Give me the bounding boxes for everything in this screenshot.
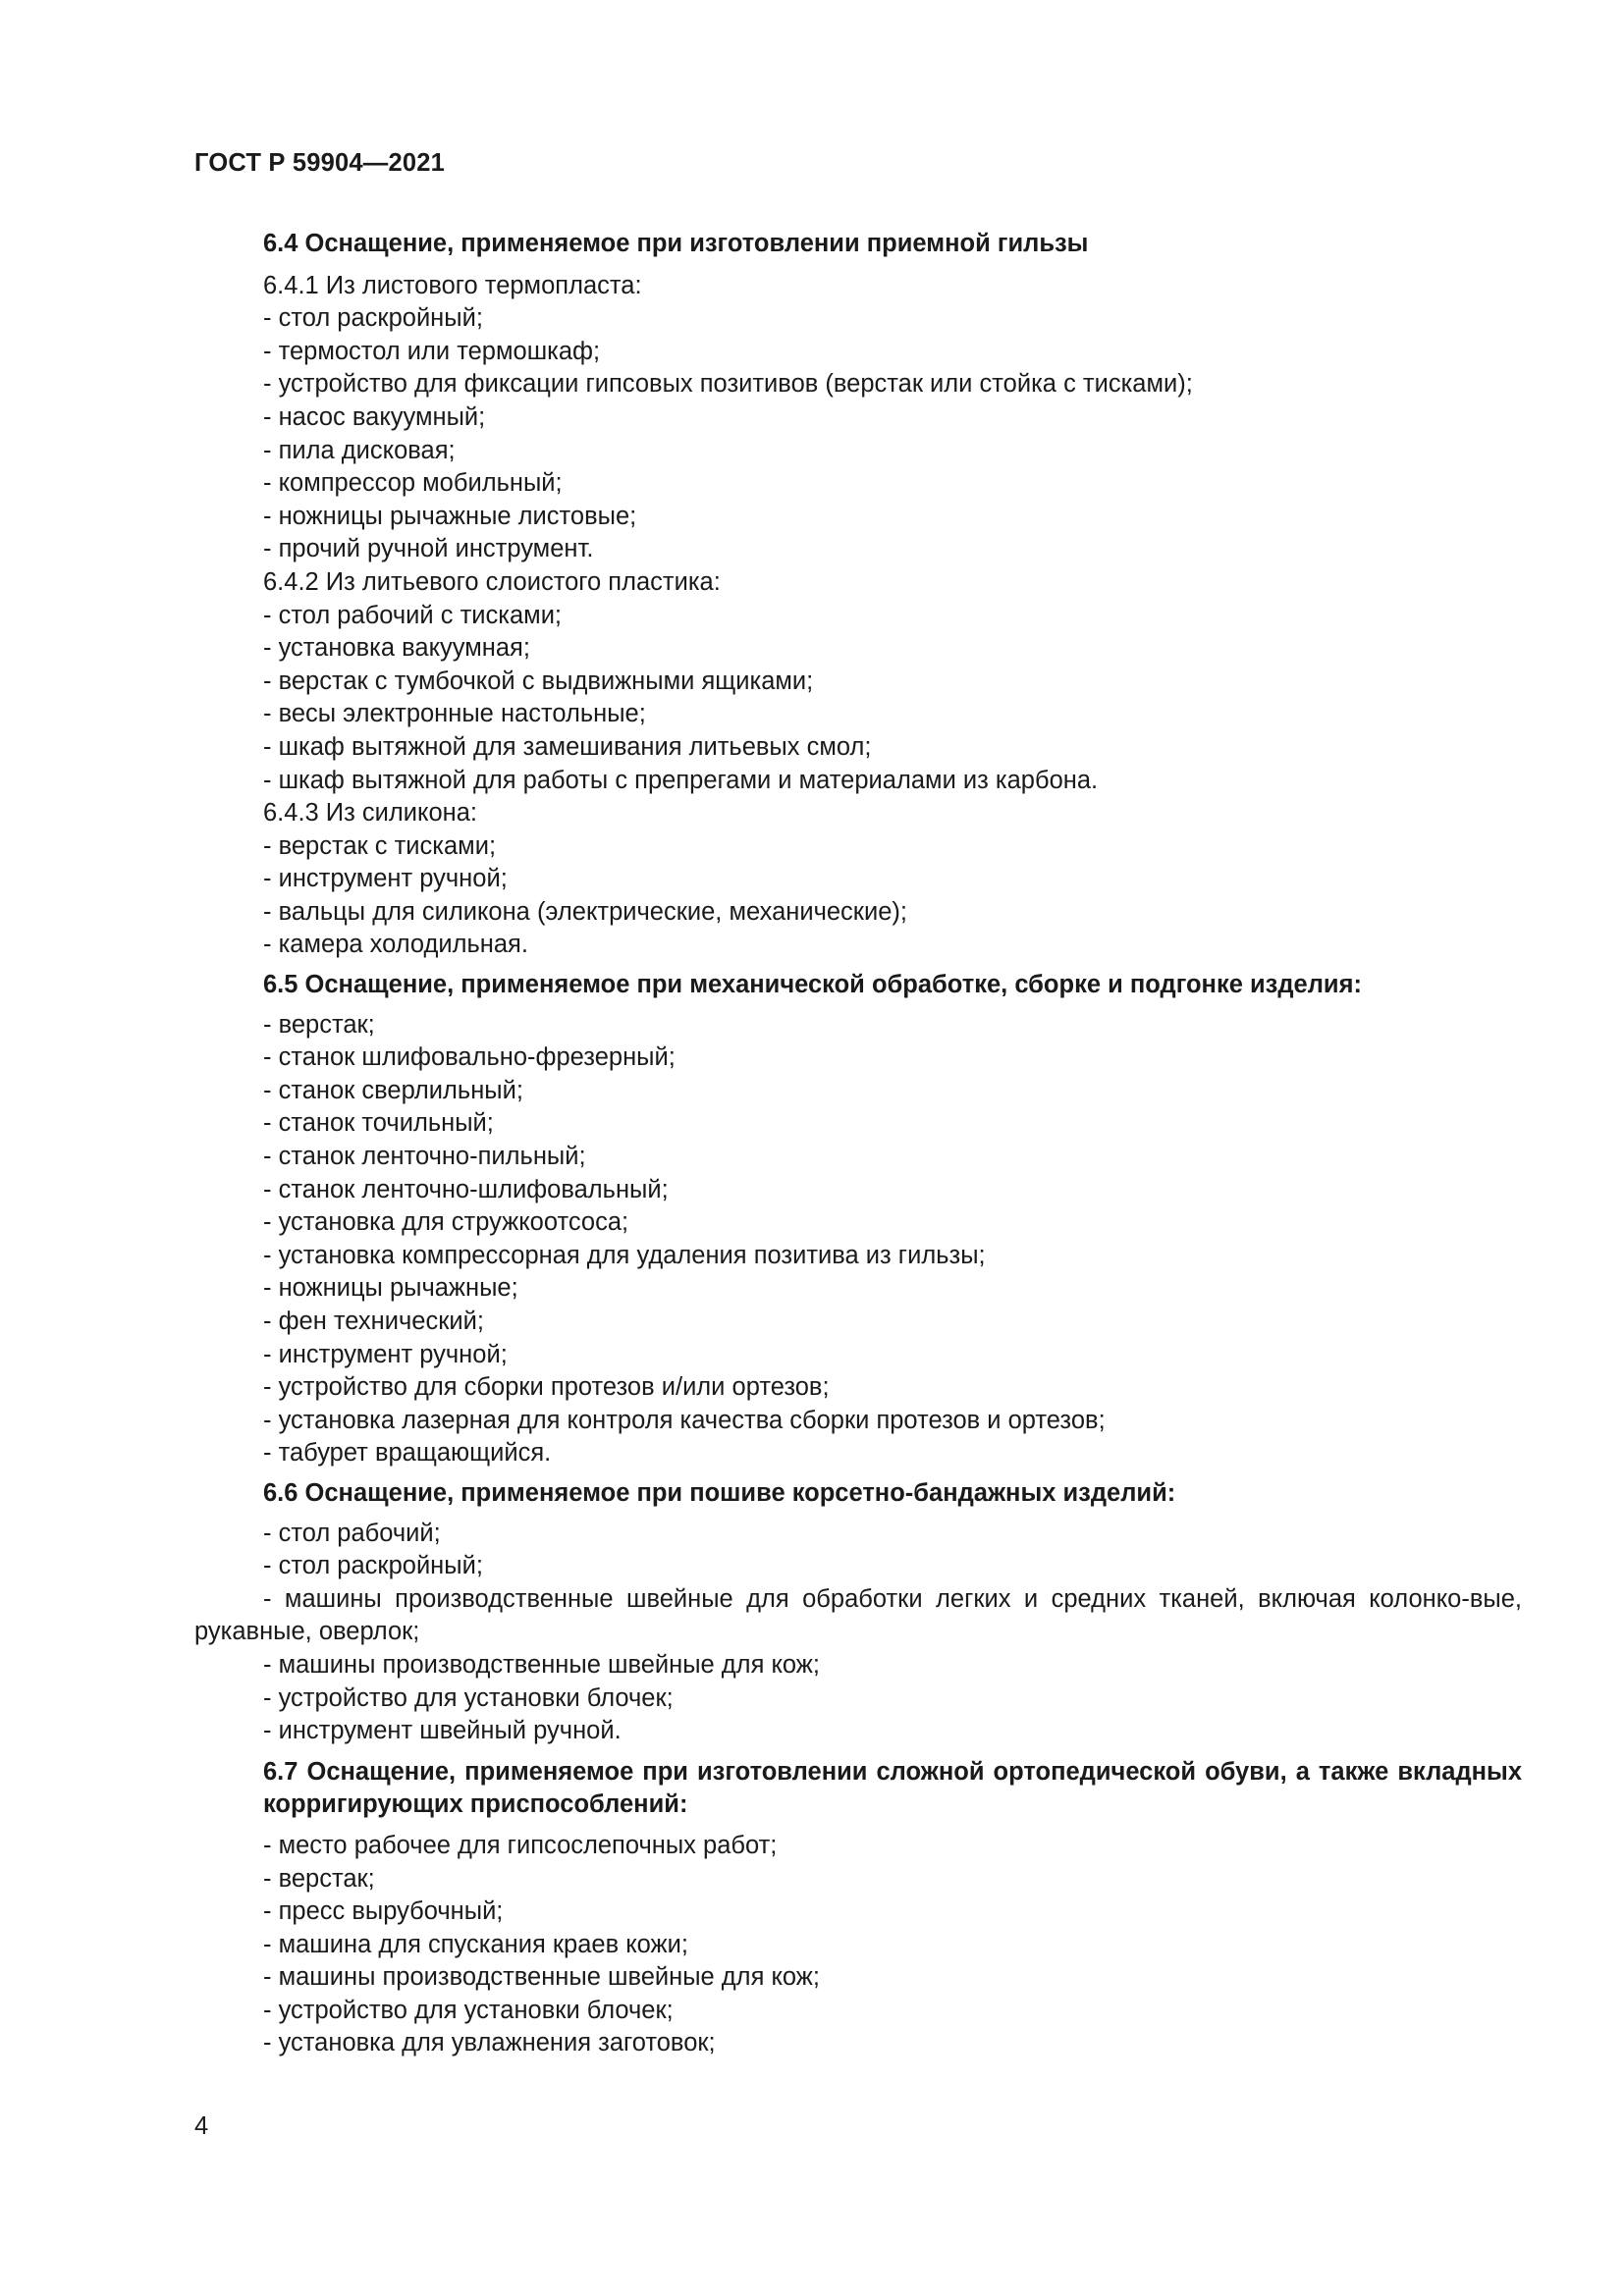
list-item: - пила дисковая; — [263, 436, 456, 464]
list-item: - станок ленточно-пильный; — [263, 1143, 586, 1171]
section-heading-6-7: 6.7 Оснащение, применяемое при изготовлении сложной ортопедической обуви, а также вкладных корригирующих приспособлений: — [263, 1757, 1522, 1819]
section-6-4-list — [194, 270, 1522, 962]
list-item: - стол раскройный; — [263, 304, 483, 333]
list-item: - установка лазерная для контроля качества сборки протезов и ортезов; — [263, 1406, 1106, 1434]
list-item: - устройство для фиксации гипсовых позитивов (верстак или стойка с тисками); — [263, 370, 1193, 399]
list-item: - верстак; — [263, 1010, 375, 1039]
list-item: - установка для увлажнения заготовок; — [263, 2029, 716, 2057]
section-6-6-list — [194, 1518, 1522, 1748]
page-number: 4 — [194, 2112, 209, 2140]
list-item: - верстак с тисками; — [263, 831, 497, 860]
list-item: - верстак с тумбочкой с выдвижными ящиками; — [263, 667, 814, 695]
list-item: - термостол или термошкаф; — [263, 337, 601, 365]
list-item: - шкаф вытяжной для работы с препрегами и материалами из карбона. — [263, 766, 1099, 794]
list-item: - камера холодильная. — [263, 931, 528, 959]
list-item: - шкаф вытяжной для замешивания литьевых смол; — [263, 732, 872, 761]
list-item: - станок точильный; — [263, 1109, 494, 1138]
document-code: ГОСТ Р 59904—2021 — [194, 149, 446, 177]
list-item: - установка для стружкоотсоса; — [263, 1208, 629, 1237]
list-item: - установка компрессорная для удаления позитива из гильзы; — [263, 1241, 986, 1269]
section-6-7-list — [194, 1830, 1522, 2060]
list-item: - стол рабочий с тисками; — [263, 601, 563, 629]
list-item: - пресс вырубочный; — [263, 1897, 504, 1926]
list-item: - фен технический; — [263, 1308, 484, 1335]
list-item: - инструмент ручной; — [263, 865, 508, 893]
list-item: - машины производственные швейные для кож; — [263, 1650, 820, 1679]
section-heading-6-4: 6.4 Оснащение, применяемое при изготовлении приемной гильзы — [263, 230, 1089, 257]
list-item: - весы электронные настольные; — [263, 700, 646, 728]
list-item: - верстак; — [263, 1864, 375, 1893]
list-item: - насос вакуумный; — [263, 402, 486, 431]
section-6-5-list — [194, 1009, 1522, 1470]
list-item: - устройство для установки блочек; — [263, 1683, 674, 1712]
list-item: - вальцы для силикона (электрические, механические); — [263, 897, 907, 926]
list-item: - ножницы рычажные; — [263, 1274, 518, 1303]
list-item: - устройство для установки блочек; — [263, 1996, 674, 2024]
list-item: - инструмент ручной; — [263, 1340, 508, 1368]
list-item: 6.4.1 Из листового термопласта: — [263, 271, 642, 299]
list-item: - компрессор мобильный; — [263, 469, 563, 498]
list-item: 6.4.3 Из силикона: — [263, 799, 477, 828]
list-item: - инструмент швейный ручной. — [263, 1717, 622, 1745]
list-item-wrapped: - машины производственные швейные для обработки легких и средних тканей, включая колонко-вые, рукавные, оверлок; — [194, 1584, 1522, 1646]
list-item: - установка вакуумная; — [263, 634, 530, 663]
section-heading-6-5: 6.5 Оснащение, применяемое при механической обработке, сборке и подгонке изделия: — [263, 971, 1362, 999]
list-item: - машины производственные швейные для кож; — [263, 1963, 820, 1992]
list-item: - место рабочее для гипсослепочных работ; — [263, 1831, 778, 1859]
list-item: 6.4.2 Из литьевого слоистого пластика: — [263, 567, 721, 596]
list-item: - станок шлифовально-фрезерный; — [263, 1043, 676, 1072]
list-item: - табурет вращающийся. — [263, 1439, 552, 1468]
list-item: - станок сверлильный; — [263, 1076, 523, 1104]
list-item: - прочий ручной инструмент. — [263, 535, 594, 563]
list-item: - машина для спускания краев кожи; — [263, 1930, 688, 1958]
list-item: - стол рабочий; — [263, 1519, 441, 1547]
document-body — [194, 228, 1522, 2060]
list-item: - стол раскройный; — [263, 1552, 483, 1580]
section-heading-6-6: 6.6 Оснащение, применяемое при пошиве корсетно-бандажных изделий: — [263, 1478, 1176, 1507]
list-item: - станок ленточно-шлифовальный; — [263, 1175, 669, 1203]
list-item: - ножницы рычажные листовые; — [263, 502, 637, 530]
list-item: - устройство для сборки протезов и/или ортезов; — [263, 1373, 830, 1402]
